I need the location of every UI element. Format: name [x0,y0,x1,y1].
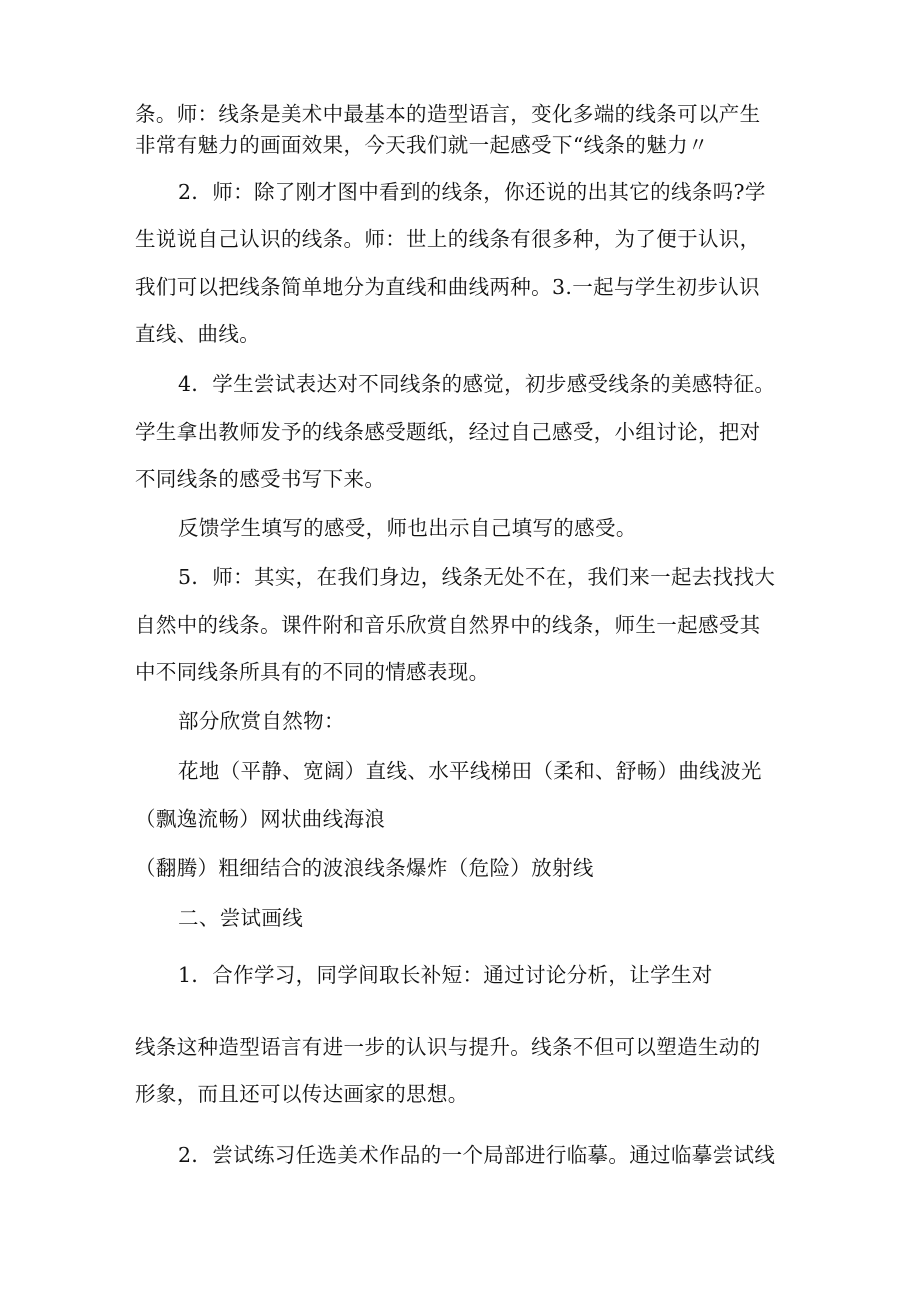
text-line: 5．师：其实，在我们身边，线条无处不在，我们来一起去找找大 [178,565,776,589]
text-line: 二、尝试画线 [178,906,304,930]
text-line: 我们可以把线条简单地分为直线和曲线两种。3.一起与学生初步认识 [135,275,760,299]
text-line: （翻腾）粗细结合的波浪线条爆炸（危险）放射线 [135,856,594,880]
text-line: 学生拿出教师发予的线条感受题纸，经过自己感受，小组讨论，把对 [135,420,761,444]
text-line: 反馈学生填写的感受，师也出示自己填写的感受。 [178,516,637,540]
text-line: （飘逸流畅）网状曲线海浪 [135,807,386,831]
text-line: 自然中的线条。课件附和音乐欣赏自然界中的线条，师生一起感受其 [135,613,761,637]
text-line: 条。师：线条是美术中最基本的造型语言，变化多端的线条可以产生 [135,102,761,126]
text-line: 生说说自己认识的线条。师：世上的线条有很多种，为了便于认识， [135,227,761,251]
text-line: 线条这种造型语言有进一步的认识与提升。线条不但可以塑造生动的 [135,1035,761,1059]
text-line: 2．尝试练习任选美术作品的一个局部进行临摹。通过临摹尝试线 [178,1143,776,1167]
text-line: 形象，而且还可以传达画家的思想。 [135,1082,469,1106]
text-line: 部分欣赏自然物： [178,709,345,733]
text-line: 非常有魅力的画面效果，今天我们就一起感受下“线条的魅力〃 [135,133,709,157]
text-line: 不同线条的感受书写下来。 [135,467,386,491]
text-line: 中不同线条所具有的不同的情感表现。 [135,660,490,684]
text-line: 花地（平静、宽阔）直线、水平线梯田（柔和、舒畅）曲线波光 [178,759,762,783]
text-line: 2．师：除了刚才图中看到的线条，你还说的出其它的线条吗?学 [178,180,766,204]
text-line: 直线、曲线。 [135,322,261,346]
text-line: 1．合作学习，同学间取长补短：通过讨论分析，让学生对 [178,963,713,987]
text-line: 4．学生尝试表达对不同线条的感觉，初步感受线条的美感特征。 [178,372,776,396]
